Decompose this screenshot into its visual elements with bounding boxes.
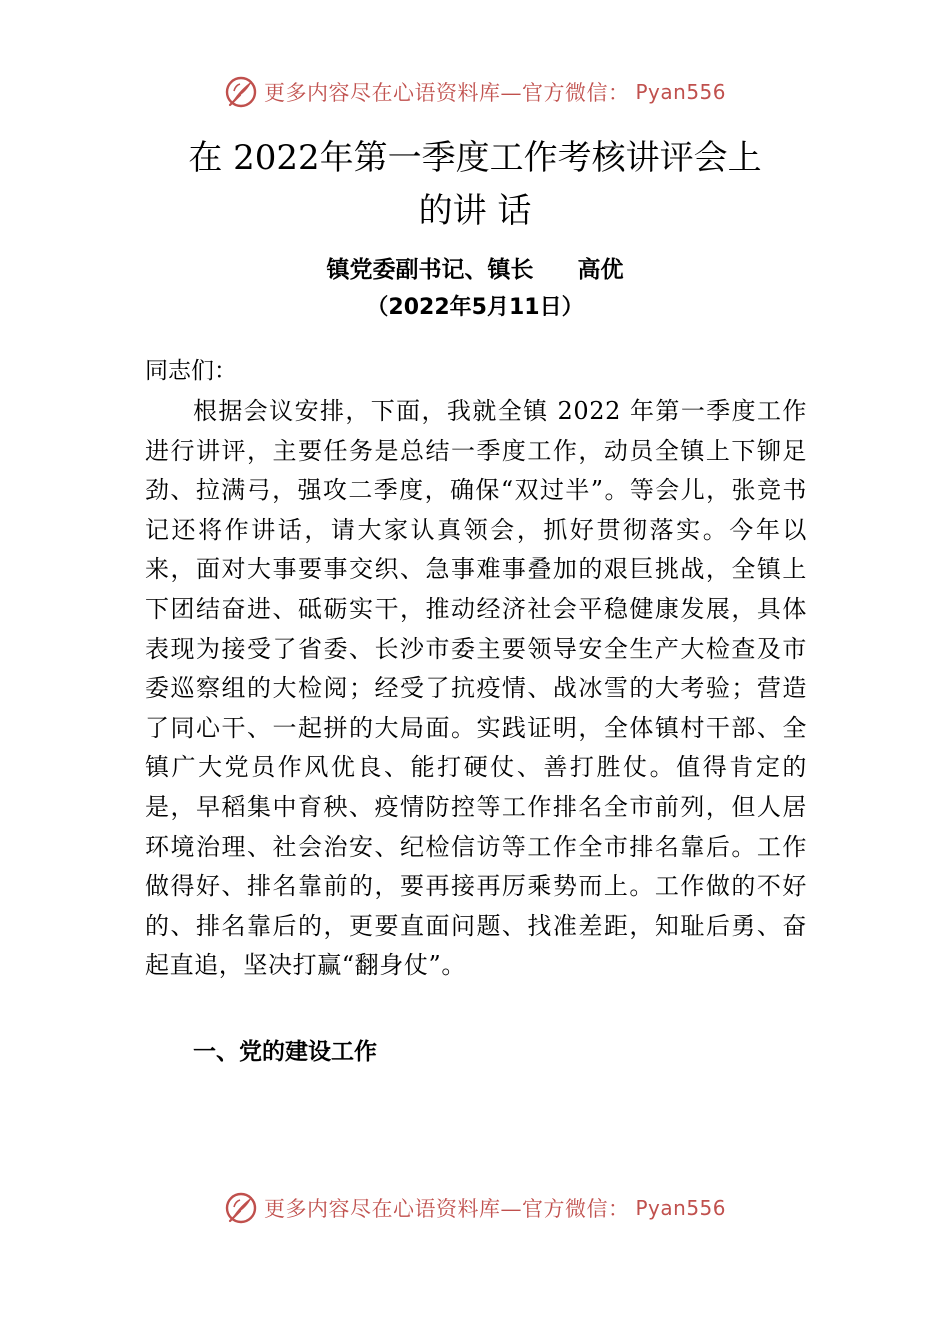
speech-date: （2022年5月11日）	[366, 295, 584, 320]
page-title-line-2: 的讲 话	[418, 191, 532, 231]
watermark-text: 更多内容尽在心语资料库—官方微信：	[263, 1197, 630, 1221]
feather-quill-icon	[224, 75, 258, 109]
page-title-line-1: 在 2022年第一季度工作考核讲评会上	[188, 138, 762, 178]
author-line	[0, 251, 950, 284]
section-heading: 一、党的建设工作	[193, 1039, 377, 1065]
watermark-wechat-id: Pyan556	[635, 80, 726, 104]
author-role: 镇党委副书记、镇长	[326, 257, 534, 283]
watermark-header	[0, 70, 950, 114]
watermark-wechat-id: Pyan556	[635, 1196, 726, 1220]
author-name: 高优	[577, 257, 624, 283]
watermark-footer	[0, 1186, 950, 1230]
watermark-text: 更多内容尽在心语资料库—官方微信：	[263, 81, 630, 105]
feather-quill-icon	[224, 1191, 258, 1225]
body-paragraph: 根据会议安排，下面，我就全镇 2022 年第一季度工作进行讲评，主要任务是总结一季度工作，动员全镇上下铆足劲、拉满弓，强攻二季度，确保“双过半”。等会儿，张竞书记还将作讲话，请大家认真领会，抓好贯彻落实。今年以来，面对大事要事交织、急事难事叠加的艰巨挑战，全镇上下团结奋进、砥砺实干，推动经济社会平稳健康发展，具体表现为接受了省委、长沙市委主要领导安全生产大检查及市委巡察组的大检阅；经受了抗疫情、战冰雪的大考验；营造了同心干、一起拼的大局面。实践证明，全体镇村干部、全镇广大党员作风优良、能打硬仗、善打胜仗。值得肯定的是，早稻集中育秧、疫情防控等工作排名全市前列，但人居环境治理、社会治安、纪检信访等工作全市排名靠后。工作做得好、排名靠前的，要再接再厉乘势而上。工作做的不好的、排名靠后的，更要直面问题、找准差距，知耻后勇、奋起直追，坚决打赢“翻身仗”。	[145, 397, 807, 980]
salutation: 同志们：	[145, 358, 237, 384]
